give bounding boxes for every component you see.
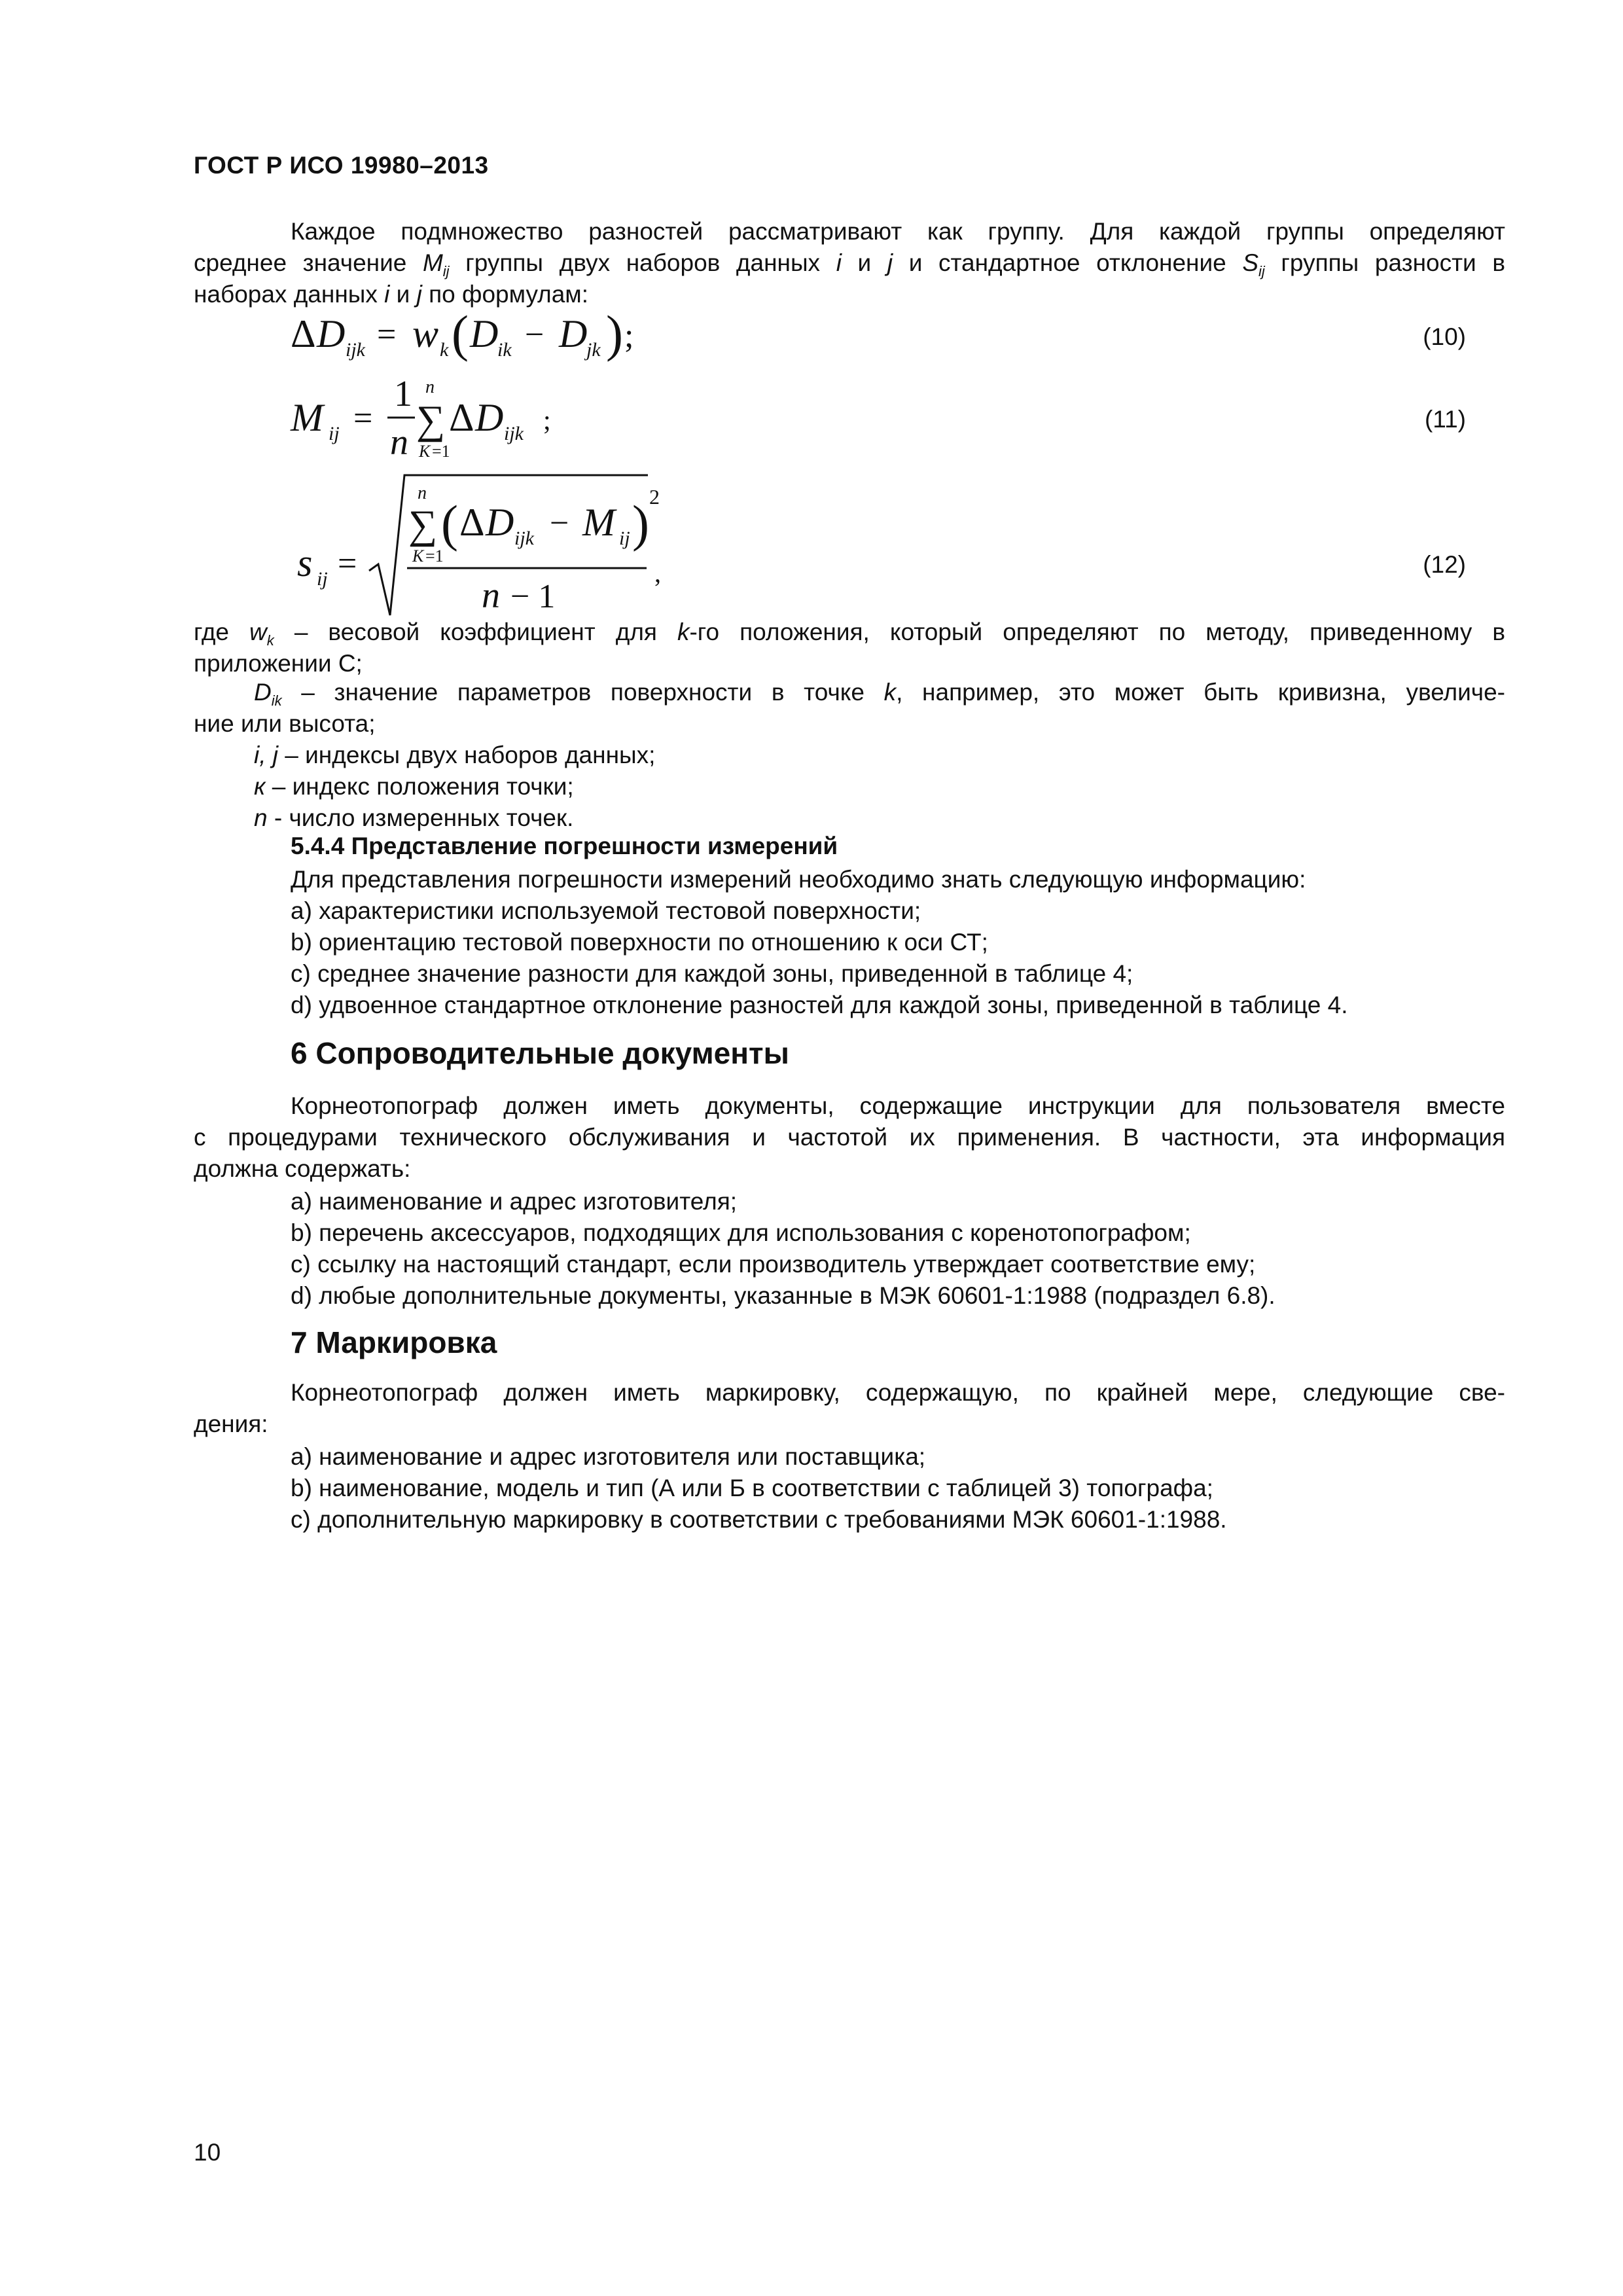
svg-text:=: = — [377, 316, 397, 353]
subsection-5-4-4-lead: Для представления погрешности измерений необходимо знать следующую информацию: — [291, 866, 1306, 893]
subsection-heading-5-4-4: 5.4.4 Представление погрешности измерений — [291, 833, 838, 859]
svg-text:jk: jk — [586, 339, 601, 361]
svg-text:(: ( — [452, 305, 469, 362]
formula-10 — [288, 305, 681, 367]
svg-text:D: D — [317, 312, 346, 355]
svg-text:−: − — [550, 505, 569, 542]
svg-text:ik: ik — [497, 339, 512, 361]
svg-text:− 1: − 1 — [510, 578, 556, 615]
list-item: b) ориентацию тестовой поверхности по отношению к оси СТ; — [291, 929, 988, 956]
equation-number-10: (10) — [1423, 323, 1466, 350]
svg-text:∑: ∑ — [416, 398, 446, 442]
svg-text:K: K — [412, 547, 424, 565]
svg-text:D: D — [470, 312, 499, 355]
list-item: b) наименование, модель и тип (А или Б в соответствии с таблицей 3) топографа; — [291, 1475, 1213, 1501]
svg-text:k: k — [440, 339, 449, 361]
list-item: a) наименование и адрес изготовителя; — [291, 1188, 738, 1215]
definition-wk: где $w_k$ – весовой коэффициент для k-го положения, который определяют по методу, приведенному в приложении С; — [194, 619, 1506, 677]
section-heading-6: 6 Сопроводительные документы — [291, 1036, 789, 1070]
svg-text:): ) — [606, 305, 623, 362]
svg-text:D: D — [486, 501, 514, 544]
svg-text:ij: ij — [619, 528, 630, 549]
list-item: a) характеристики используемой тестовой поверхности; — [291, 897, 921, 924]
svg-text:=1: =1 — [432, 442, 450, 461]
svg-text:ijk: ijk — [504, 423, 524, 444]
svg-text:(: ( — [441, 495, 458, 552]
svg-text:Δ: Δ — [449, 396, 474, 439]
svg-text:2: 2 — [649, 485, 660, 509]
svg-text:−: − — [525, 316, 544, 353]
svg-text:M: M — [582, 501, 615, 544]
definition-dik: $D_{ik}$ – значение параметров поверхности в точке k, например, это может быть кривизна, увеличе- ние или высота; — [194, 679, 1505, 737]
svg-text:ijk: ijk — [514, 528, 534, 549]
list-item: c) среднее значение разности для каждой зоны, приведенной в таблице 4; — [291, 960, 1133, 987]
svg-text:=: = — [338, 545, 357, 583]
svg-text:ijk: ijk — [346, 339, 365, 361]
section-6-paragraph: Корнеотопограф должен иметь документы, содержащие инструкции для пользователя вместе с процедурами технического обслуживания и частотой их применения. В частности, эта информация должна содержать: — [194, 1092, 1505, 1182]
svg-text:Δ: Δ — [459, 501, 485, 544]
svg-text:n: n — [425, 377, 435, 397]
equation-number-12: (12) — [1423, 551, 1466, 578]
svg-text:∑: ∑ — [408, 503, 438, 547]
list-item: c) дополнительную маркировку в соответствии с требованиями МЭК 60601-1:1988. — [291, 1506, 1227, 1533]
svg-text:n: n — [418, 483, 427, 503]
definition-ij: i, j – индексы двух наборов данных; — [254, 742, 656, 768]
svg-text:1: 1 — [394, 374, 412, 414]
svg-text:n: n — [390, 422, 408, 463]
definition-k: к – индекс положения точки; — [254, 773, 574, 800]
svg-text:;: ; — [543, 406, 551, 436]
document-code: ГОСТ Р ИСО 19980–2013 — [194, 152, 489, 179]
intro-line-3: наборах данных i и j по формулам: — [194, 281, 589, 308]
svg-text:s: s — [297, 541, 313, 584]
equation-number-11: (11) — [1424, 406, 1466, 433]
svg-text:Δ: Δ — [291, 312, 316, 355]
formula-12-comma: , — [654, 558, 661, 588]
svg-text:): ) — [632, 495, 649, 552]
svg-text:n: n — [482, 575, 500, 616]
intro-line-1: Каждое подмножество разностей рассматривают как группу. Для каждой группы определяют — [291, 218, 1505, 245]
definition-n: n - число измеренных точек. — [254, 804, 574, 831]
formula-11 — [288, 367, 602, 471]
svg-text:D: D — [475, 396, 504, 439]
svg-text:D: D — [559, 312, 588, 355]
svg-text:M: M — [291, 396, 323, 439]
list-item: a) наименование и адрес изготовителя или поставщика; — [291, 1443, 926, 1470]
list-item: d) удвоенное стандартное отклонение разностей для каждой зоны, приведенной в таблице 4. — [291, 992, 1348, 1018]
page-number: 10 — [194, 2139, 221, 2166]
svg-text:=1: =1 — [425, 547, 444, 565]
svg-text:ij: ij — [329, 423, 340, 444]
intro-line-2: среднее значение $M_{ij}$ группы двух наборов данных i и j и стандартное отклонение $S_{ij}$ группы разности в — [194, 249, 1505, 279]
svg-text:K: K — [419, 442, 431, 461]
svg-text:;: ; — [624, 317, 634, 355]
list-item: d) любые дополнительные документы, указанные в МЭК 60601-1:1988 (подраздел 6.8). — [291, 1282, 1275, 1309]
formula-12 — [288, 466, 694, 623]
section-heading-7: 7 Маркировка — [291, 1325, 497, 1359]
svg-text:w: w — [412, 312, 439, 355]
svg-text:ij: ij — [317, 568, 328, 590]
list-item: c) ссылку на настоящий стандарт, если производитель утверждает соответствие ему; — [291, 1251, 1256, 1278]
svg-text:=: = — [353, 400, 373, 437]
list-item: b) перечень аксессуаров, подходящих для использования с коренотопографом; — [291, 1219, 1191, 1246]
section-7-paragraph: Корнеотопограф должен иметь маркировку, содержащую, по крайней мере, следующие све- дения: — [194, 1379, 1505, 1437]
intro-paragraph — [194, 216, 1505, 310]
